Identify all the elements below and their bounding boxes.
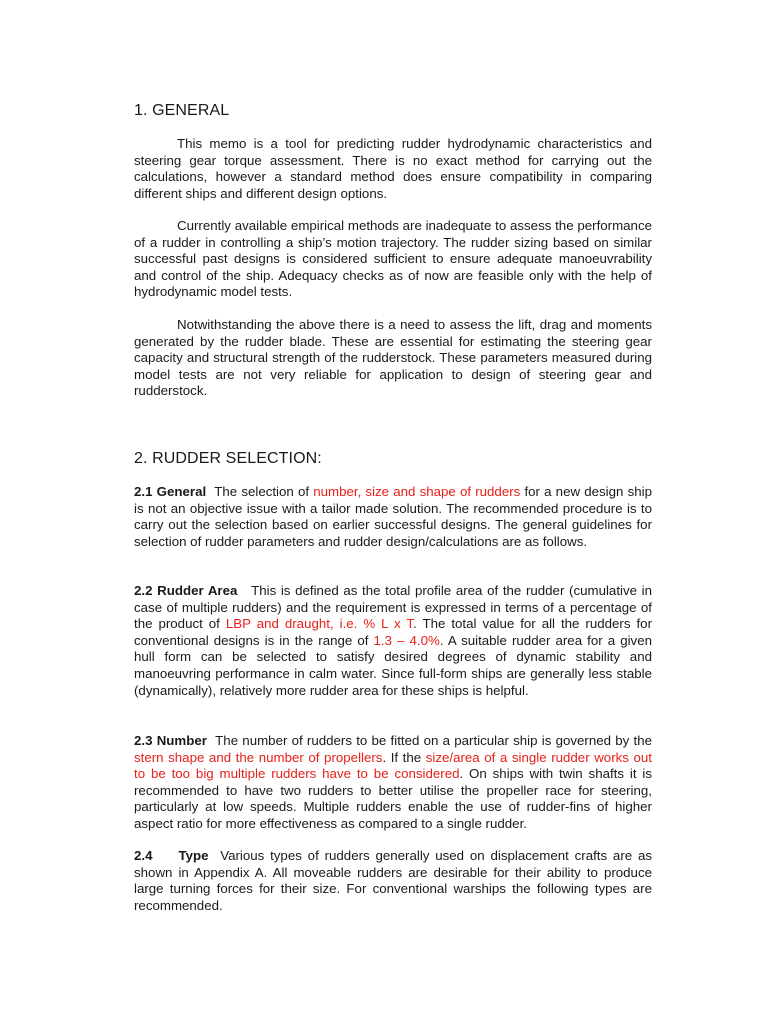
- subsection-number: [134, 733, 652, 833]
- subsection-number-highlight-2: size/area of a single rudder works out to be too big multiple rudders have to be considered: [134, 749, 652, 782]
- subsection-type-text-1: Various types of rudders generally used on displacement crafts are as shown in Appendix A. All moveable rudders are desirable for their ability to produce large turning forces for their size. For conventional warships the following types are recommended.: [134, 848, 653, 913]
- subsection-general-label: 2.1 General: [134, 484, 207, 499]
- subsection-rudder-area-highlight-2: 1.3 – 4.0%: [373, 632, 440, 648]
- subsection-rudder-area-label: 2.2 Rudder Area: [134, 583, 238, 598]
- subsection-general: [134, 484, 652, 550]
- general-paragraph-3: Notwithstanding the above there is a need to assess the lift, drag and moments generated by the rudder blade. These are essential for estimating the steering gear capacity and structural strength of the rudderstock. These parameters measured during model tests are not very reliable for application to design of steering gear and rudderstock.: [134, 317, 652, 399]
- section-heading-general: 1. GENERAL: [134, 102, 230, 119]
- subsection-rudder-area-text-2: . The total value for all the rudders for conventional designs is in the range of: [134, 616, 652, 648]
- subsection-rudder-area-highlight-1: LBP and draught, i.e. % L x T: [225, 616, 414, 632]
- subsection-rudder-area-text-3: . A suitable rudder area for a given hull form can be selected to satisfy desired degrees of dynamic stability and manoeuvring performance in calm water. Since full-form ships are generally less stable (dynamically), relatively more rudder area for these ships is helpful.: [134, 632, 652, 698]
- subsection-number-text-2: . If the: [382, 749, 426, 765]
- subsection-type-number: 2.4: [134, 848, 153, 863]
- general-paragraph-2: Currently available empirical methods are inadequate to assess the performance of a rudder in controlling a ship’s motion trajectory. The rudder sizing based on similar successful past designs is considered sufficient to ensure adequate manoeuvrability and control of the ship. Adequacy checks as of now are feasible only with the help of hydrodynamic model tests.: [134, 218, 652, 300]
- subsection-number-highlight-1: stern shape and the number of propellers: [134, 749, 383, 765]
- subsection-type-label: Type: [178, 848, 209, 863]
- subsection-type: [134, 848, 652, 914]
- subsection-rudder-area-text-1: This is defined as the total profile area of the rudder (cumulative in case of multiple rudders) and the requirement is expressed in terms of a percentage of the product of: [134, 583, 652, 632]
- section-heading-rudder-selection: 2. RUDDER SELECTION:: [134, 450, 322, 467]
- subsection-rudder-area: [134, 583, 652, 699]
- subsection-general-highlight-1: number, size and shape of rudders: [313, 484, 521, 499]
- subsection-number-label: 2.3 Number: [134, 733, 207, 748]
- subsection-number-text-1: The number of rudders to be fitted on a particular ship is governed by the: [215, 733, 652, 748]
- general-paragraph-1: This memo is a tool for predicting rudder hydrodynamic characteristics and steering gear torque assessment. There is no exact method for carrying out the calculations, however a standard method does ensure compatibility in comparing different ships and different design options.: [134, 136, 652, 201]
- subsection-general-text-1: The selection of: [214, 484, 314, 499]
- subsection-number-text-3: . On ships with twin shafts it is recommended to have two rudders to better utilise the propeller race for steering, particularly at low speeds. Multiple rudders enable the use of rudder-fins of higher aspect ratio for more effectiveness as compared to a single rudder.: [134, 766, 652, 831]
- subsection-general-text-2: for a new design ship is not an objective issue with a tailor made solution. The recommended procedure is to carry out the selection based on earlier successful designs. The general guidelines for selection of rudder parameters and rudder design/calculations are as follows.: [134, 484, 652, 549]
